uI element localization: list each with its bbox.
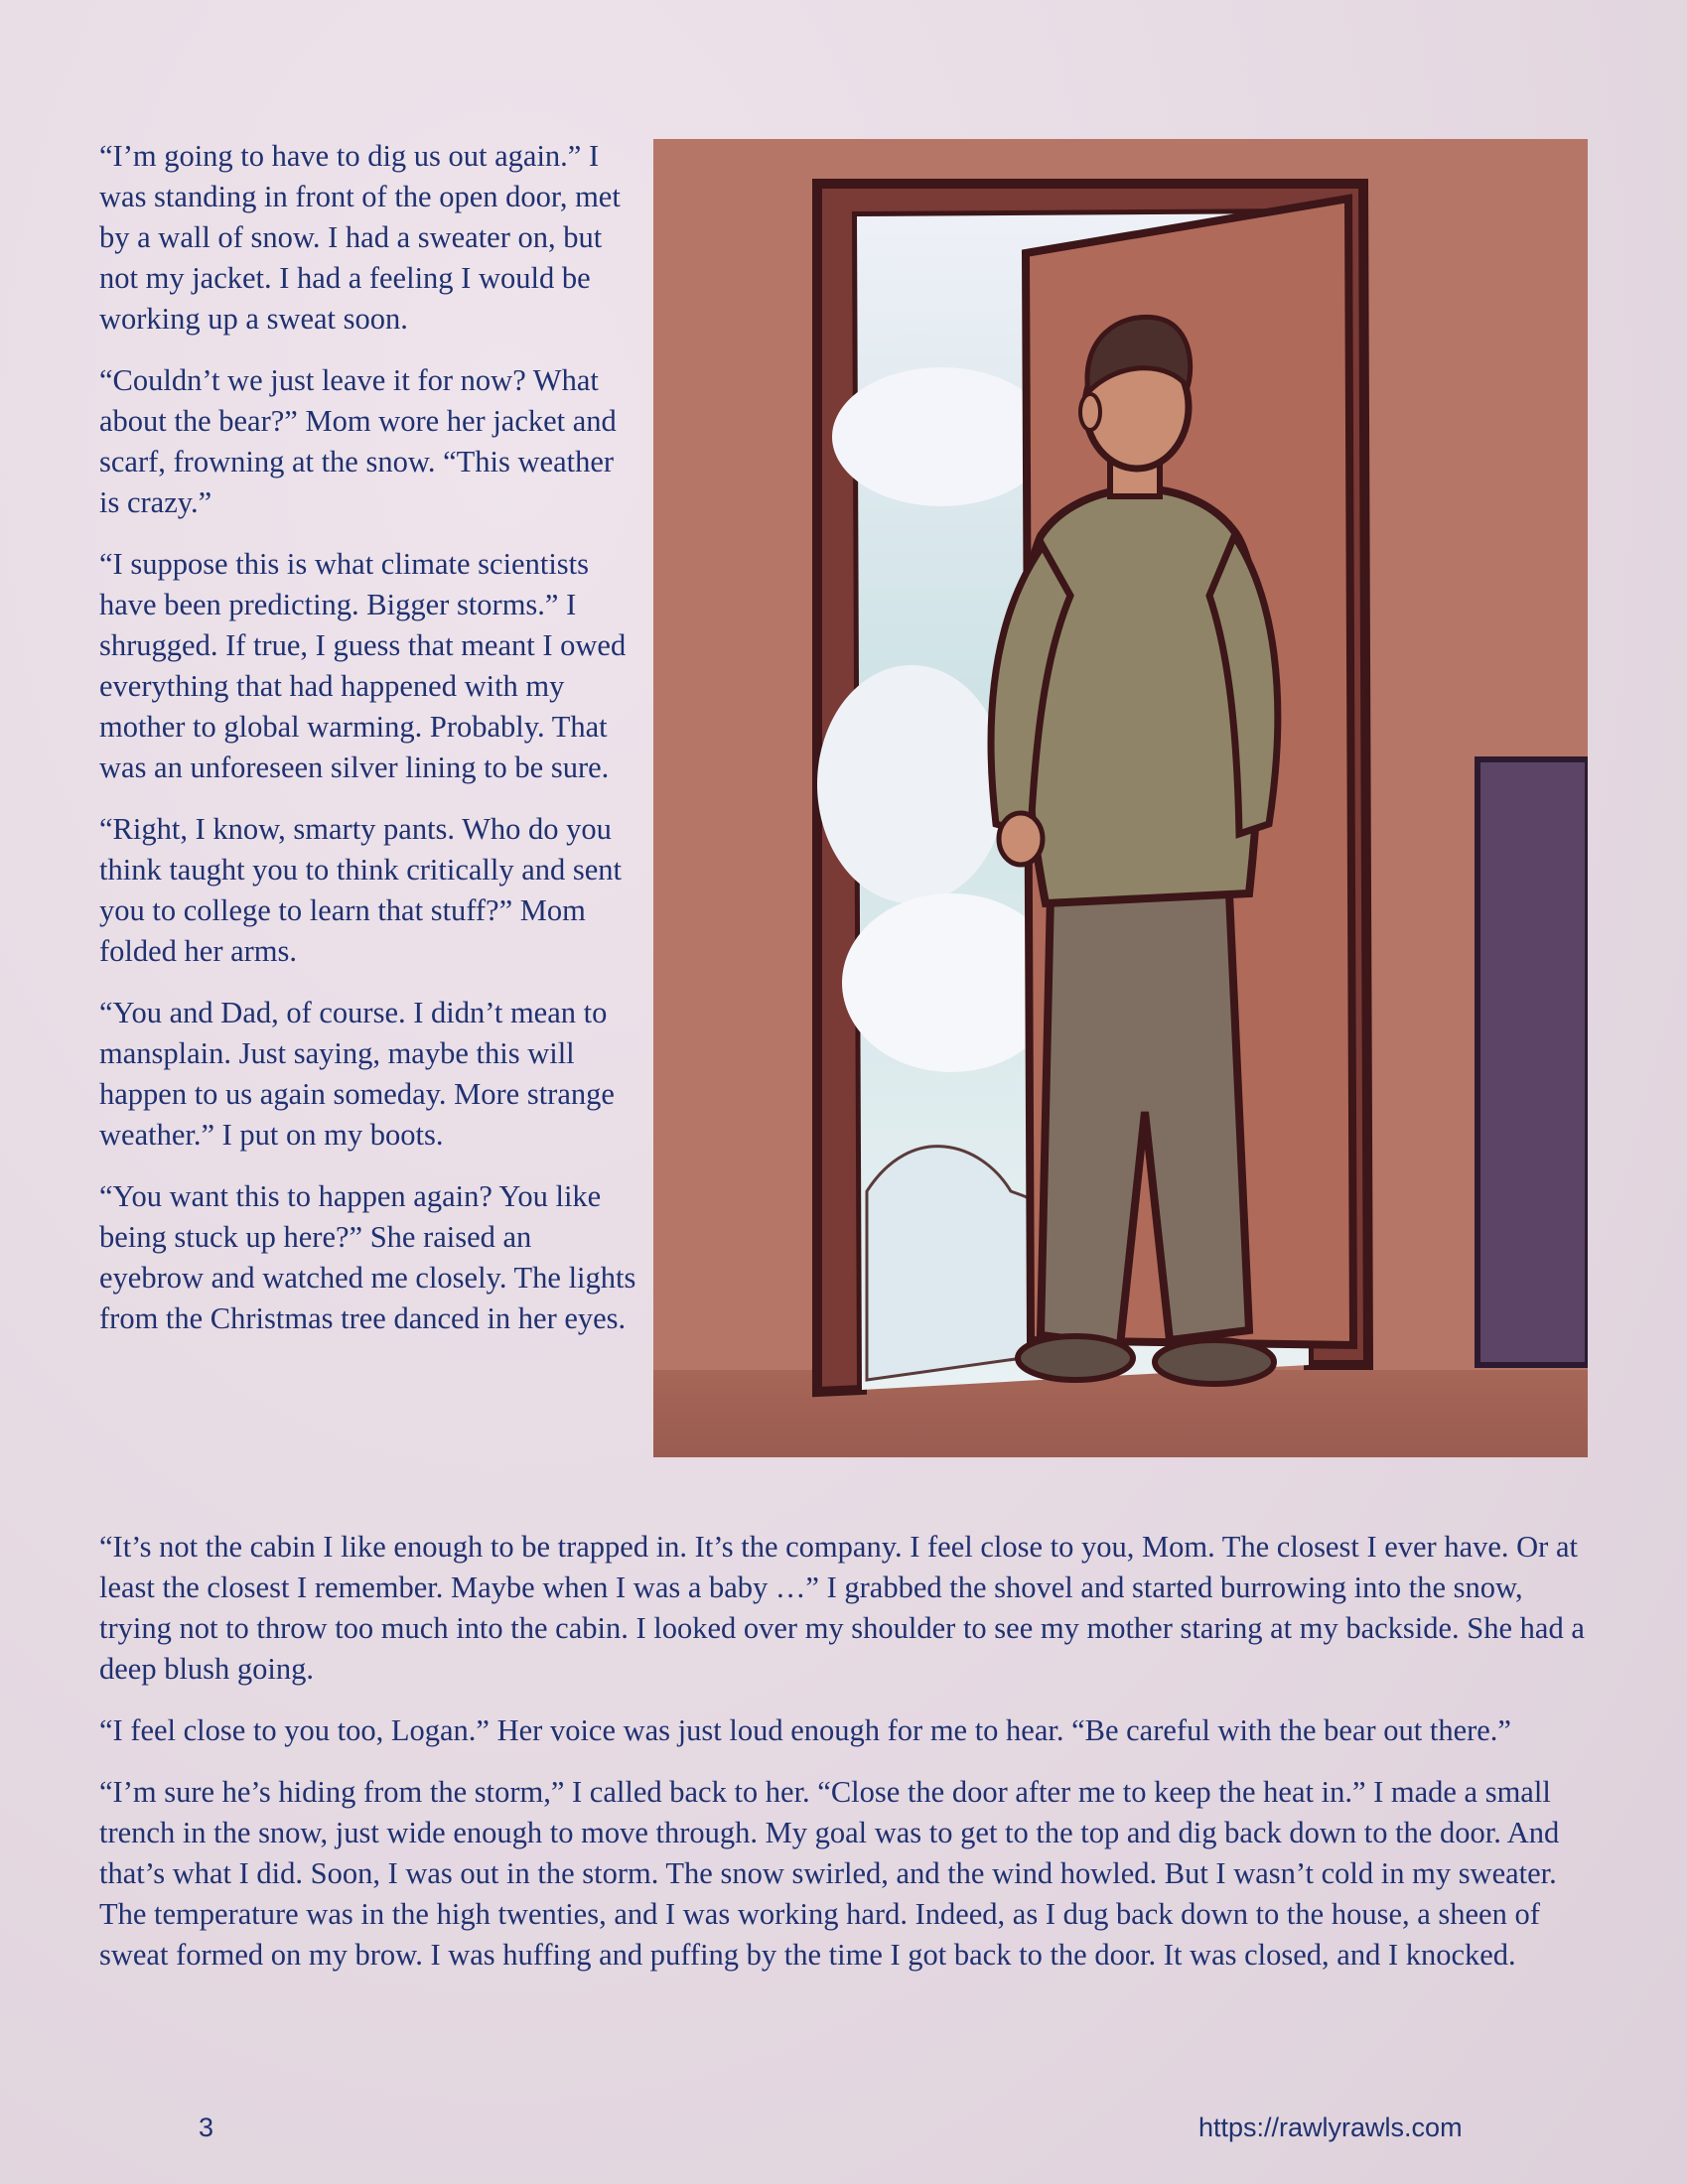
left-text-column xyxy=(99,136,640,1360)
paragraph: “I’m sure he’s hiding from the storm,” I called back to her. “Close the door after me to keep the heat in.” I made a small trench in the snow, just wide enough to move through. My goal was to get to the top and dig back down to the door. And that’s what I did. Soon, I was out in the storm. The snow swirled, and the wind howled. But I wasn’t cold in my sweater. The temperature was in the high twenties, and I was working hard. Indeed, as I dug back down to the house, a sheen of sweat formed on my brow. I was huffing and puffing by the time I got back to the door. It was closed, and I knocked. xyxy=(99,1775,1560,1972)
full-width-text-column xyxy=(99,1527,1594,1996)
paragraph: “I suppose this is what climate scientists have been predicting. Bigger storms.” I shrugged. If true, I guess that meant I owed everything that had happened with my mother to global warming. Probably. That was an unforeseen silver lining to be sure. xyxy=(99,547,627,784)
paragraph: “I’m going to have to dig us out again.” I was standing in front of the open door, met by a wall of snow. I had a sweater on, but not my jacket. I had a feeling I would be working up a sweat soon. xyxy=(99,139,621,336)
paragraph: “You want this to happen again? You like being stuck up here?” She raised an eyebrow and watched me closely. The lights from the Christmas tree danced in her eyes. xyxy=(99,1179,636,1335)
footer-url[interactable]: https://rawlyrawls.com xyxy=(1198,2113,1463,2142)
page-number: 3 xyxy=(199,2113,214,2142)
paragraph: “You and Dad, of course. I didn’t mean to mansplain. Just saying, maybe this will happen to us again someday. More strange weather.” I put on my boots. xyxy=(99,996,615,1152)
paragraph: “I feel close to you too, Logan.” Her voice was just loud enough for me to hear. “Be careful with the bear out there.” xyxy=(99,1713,1511,1747)
paragraph: “It’s not the cabin I like enough to be trapped in. It’s the company. I feel close to you, Mom. The closest I ever have. Or at least the closest I remember. Maybe when I was a baby …” I grabbed the shovel and started burrowing into the snow, trying not to throw too much into the cabin. I looked over my shoulder to see my mother staring at my backside. She had a deep blush going. xyxy=(99,1530,1585,1686)
paragraph: “Right, I know, smarty pants. Who do you think taught you to think critically and sent you to college to learn that stuff?” Mom folded her arms. xyxy=(99,812,623,968)
story-illustration xyxy=(653,139,1588,1457)
man-at-door-illustration xyxy=(653,139,1588,1457)
paragraph: “Couldn’t we just leave it for now? What about the bear?” Mom wore her jacket and scarf, frowning at the snow. “This weather is crazy.” xyxy=(99,363,617,519)
